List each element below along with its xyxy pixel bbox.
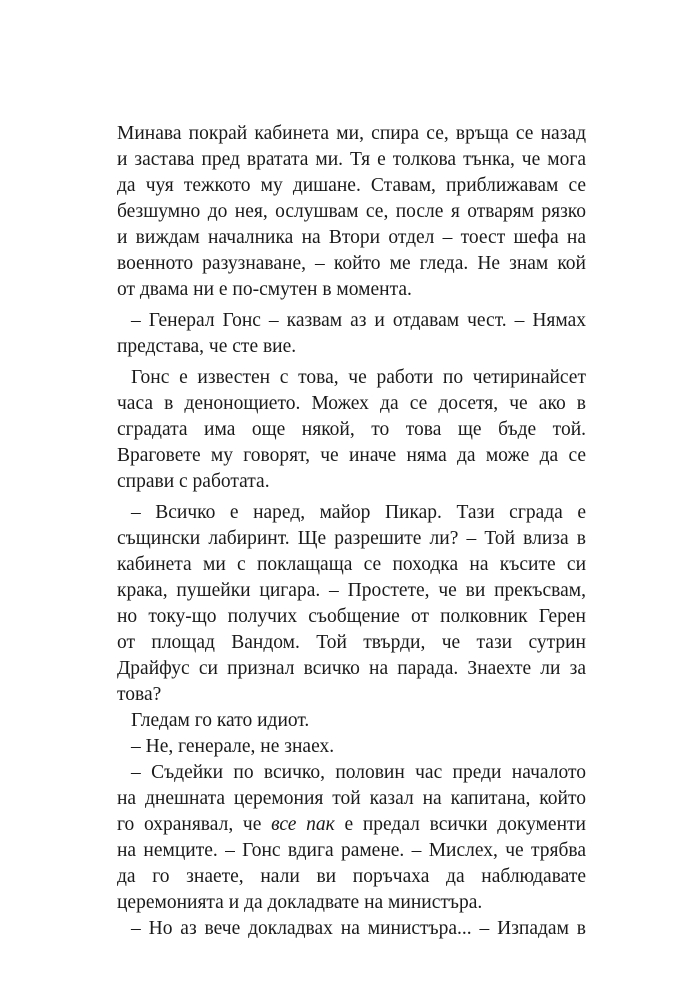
text-line: от двама ни е по-смутен в момента. [117,279,412,300]
text-line: – Генерал Гонс – казвам аз и отдавам чест. – Нямах [131,310,586,331]
text-line: да чуя тежкото му дишане. Ставам, приближавам се [117,175,586,196]
text-line: на немците. – Гонс вдига рамене. – Мислех, че трябва [117,840,586,861]
text-segment: го охранявал, че [117,814,272,835]
text-line: Гонс е известен с това, че работи по четиринайсет [131,367,586,388]
text-line: часа в денонощието. Можех да се досетя, че ако в [117,393,586,414]
text-line: но току-що получих съобщение от полковник Герен [117,606,586,627]
text-line: – Но аз вече докладвах на министъра... – Изпадам в [131,918,586,939]
body-text [117,121,586,942]
text-line: церемонията и да докладвате на министъра. [117,892,483,913]
text-line: сградата има още някой, то това ще бъде той. [117,419,586,440]
text-line: на днешната церемония той казал на капитана, който [117,788,586,809]
text-line: Гледам го като идиот. [131,710,310,731]
text-line: военното разузнаване, – който ме гледа. Не знам кой [117,253,586,274]
text-line: Враговете му говорят, че иначе няма да може да се [117,445,586,466]
text-line: кабинета ми с поклащаща се походка на късите си [117,554,586,575]
text-line: същински лабиринт. Ще разрешите ли? – Той влиза в [117,528,586,549]
text-line: представа, че сте вие. [117,336,297,357]
text-line: – Не, генерале, не знаех. [131,736,335,757]
text-line: – Съдейки по всичко, половин час преди началото [131,762,586,783]
emphasized-text: все пак [271,814,335,835]
text-line: Минава покрай кабинета ми, спира се, връща се назад [117,123,586,144]
text-line: да го знаете, нали ви поръчаха да наблюдавате [117,866,586,887]
text-line: Драйфус си признал всичко на парада. Знаехте ли за [117,658,586,679]
text-line: крака, пушейки цигара. – Простете, че ви прекъсвам, [117,580,586,601]
text-line: това? [117,684,162,705]
text-segment: е предал всички документи [334,814,586,835]
text-line: – Всичко е наред, майор Пикар. Тази сграда е [131,502,586,523]
text-line: безшумно до нея, ослушвам се, после я отварям рязко [117,201,586,222]
text-line-with-emphasis [117,812,586,838]
text-line: от площад Вандом. Той твърди, че тази сутрин [117,632,586,653]
text-line: и застава пред вратата ми. Тя е толкова тънка, че мога [117,149,586,170]
text-line: и виждам началника на Втори отдел – тоест шефа на [117,227,586,248]
text-line: справи с работата. [117,471,270,492]
